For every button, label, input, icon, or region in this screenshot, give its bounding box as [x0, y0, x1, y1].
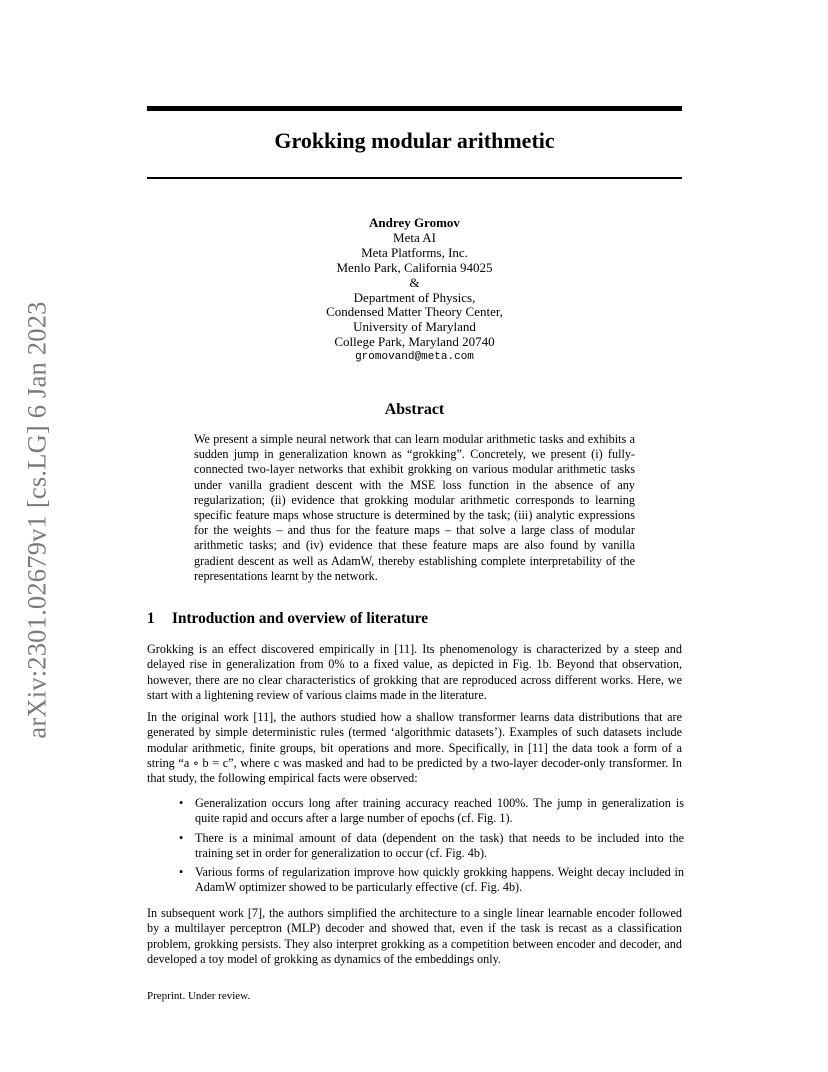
list-item-text: There is a minimal amount of data (dependent on the task) that needs to be included into the training set in order for generalization to occur (cf. Fig. 4b). [195, 830, 684, 860]
intro-paragraph-2: In the original work [11], the authors studied how a shallow transformer learns data distributions that are generated by simple deterministic rules (termed ‘algorithmic datasets’). Examples of such datasets include modular arithmetic, finite groups, bit operations and more. Specifically, in [11] the data took a form of a string “a ∘ b = c”, where c was masked and had to be predicted by a two-layer decoder-only transformer. In that study, the following empirical facts were observed: [147, 710, 682, 786]
affiliation-line: College Park, Maryland 20740 [334, 334, 495, 350]
abstract-text: We present a simple neural network that can learn modular arithmetic tasks and exhibits a sudden jump in generalization known as “grokking”. Concretely, we present (i) fully-connected two-layer networks that exhibit grokking on various modular arithmetic tasks under vanilla gradient descent with the MSE loss function in the absence of any regularization; (ii) evidence that grokking modular arithmetic corresponds to learning specific feature maps whose structure is determined by the task; (iii) analytic expressions for the weights – and thus for the feature maps – that solve a large class of modular arithmetic tasks; and (iv) evidence that these feature maps are also found by vanilla gradient descent as well as AdamW, thereby establishing complete interpretability of the representations learnt by the network. [194, 432, 635, 583]
affiliation-line: Menlo Park, California 94025 [336, 259, 493, 275]
author-email: gromovand@meta.com [355, 351, 474, 364]
title-bottom-rule [147, 177, 682, 179]
abstract-heading: Abstract [384, 401, 445, 418]
list-item [175, 796, 684, 827]
author-name: Andrey Gromov [369, 215, 460, 230]
affiliation-line: & [409, 274, 420, 290]
arxiv-sidebar [20, 300, 54, 740]
title-top-rule [147, 106, 682, 111]
affiliation-line: University of Maryland [353, 319, 476, 335]
bullet-icon: • [179, 830, 184, 845]
affiliation-line: Meta Platforms, Inc. [361, 244, 468, 260]
affiliation-line: Department of Physics, [353, 289, 476, 305]
footer-note: Preprint. Under review. [147, 990, 251, 1002]
observations-list [175, 796, 684, 900]
bullet-icon: • [179, 796, 184, 810]
list-item-text: Generalization occurs long after training accuracy reached 100%. The jump in generalization is quite rapid and occurs after a large number of epochs (cf. Fig. 1). [195, 796, 684, 826]
paper-title: Grokking modular arithmetic [274, 128, 555, 153]
intro-paragraph-1: Grokking is an effect discovered empirically in [11]. Its phenomenology is characterized by a steep and delayed rise in generalization from 0% to a fixed value, as depicted in Fig. 1b. Beyond that observation, however, there are no clear characteristics of grokking that are reproduced across different works. Here, we start with a lightening review of various claims made in the literature. [147, 642, 682, 702]
affiliation-line: Condensed Matter Theory Center, [326, 304, 503, 320]
list-item [175, 865, 684, 896]
list-item-text: Various forms of regularization improve how quickly grokking happens. Weight decay included in AdamW optimizer showed to be particularly effective (cf. Fig. 4b). [195, 865, 684, 895]
author-block [147, 216, 682, 365]
section-heading [147, 610, 682, 628]
section-number: 1 [147, 610, 155, 627]
intro-paragraph-3: In subsequent work [7], the authors simplified the architecture to a single linear learnable encoder followed by a multilayer perceptron (MLP) decoder and showed that, even if the task is recast as a classification problem, grokking persists. They also interpret grokking as a competition between encoder and decoder, and developed a toy model of grokking as dynamics of the embeddings only. [147, 906, 682, 966]
list-item [175, 831, 684, 862]
bullet-icon: • [179, 865, 184, 880]
affiliation-line: Meta AI [393, 229, 436, 245]
arxiv-identifier: arXiv:2301.02679v1 [cs.LG] 6 Jan 2023 [21, 301, 52, 739]
section-title: Introduction and overview of literature [172, 610, 429, 627]
